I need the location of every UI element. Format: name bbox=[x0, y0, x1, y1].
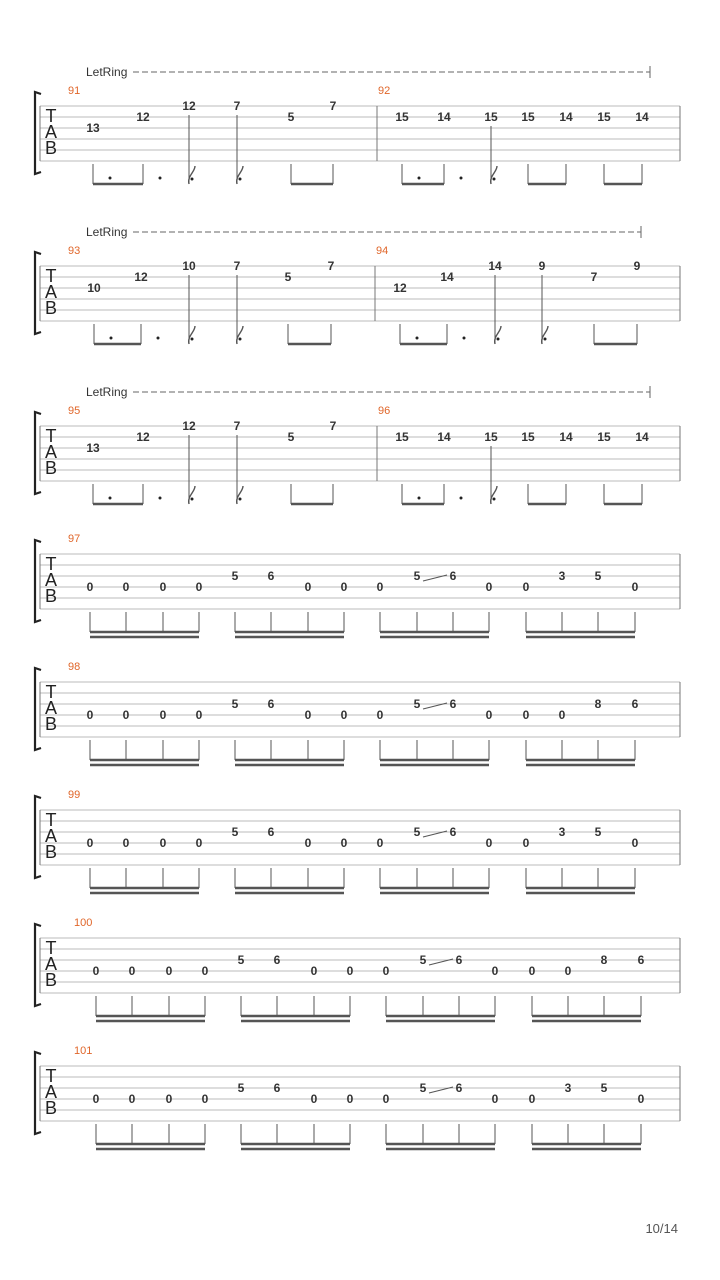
augmentation-dot bbox=[239, 338, 242, 341]
fret-number: 5 bbox=[594, 825, 602, 839]
fret-number: 5 bbox=[419, 953, 427, 967]
fret-number: 0 bbox=[346, 1092, 354, 1106]
fret-number: 0 bbox=[310, 964, 318, 978]
note-flag bbox=[491, 486, 497, 504]
fret-number: 10 bbox=[87, 281, 101, 295]
fret-number: 0 bbox=[165, 1092, 173, 1106]
fret-number: 0 bbox=[128, 964, 136, 978]
note-flag bbox=[495, 326, 501, 344]
fret-number: 6 bbox=[273, 1081, 281, 1095]
fret-number: 0 bbox=[485, 708, 493, 722]
fret-number: 6 bbox=[637, 953, 645, 967]
fret-number: 5 bbox=[287, 110, 295, 124]
fret-number: 12 bbox=[182, 419, 196, 433]
fret-number: 15 bbox=[395, 110, 409, 124]
fret-number: 3 bbox=[558, 825, 566, 839]
fret-number: 12 bbox=[182, 99, 196, 113]
fret-number: 0 bbox=[376, 708, 384, 722]
fret-number: 5 bbox=[284, 270, 292, 284]
measure-number: 94 bbox=[376, 245, 389, 257]
fret-number: 7 bbox=[590, 270, 598, 284]
fret-number: 0 bbox=[491, 1092, 499, 1106]
tab-system bbox=[35, 1045, 680, 1149]
fret-number: 5 bbox=[594, 569, 602, 583]
note-flag bbox=[189, 486, 195, 504]
augmentation-dot bbox=[497, 338, 500, 341]
fret-number: 6 bbox=[455, 953, 463, 967]
fret-number: 15 bbox=[521, 430, 535, 444]
fret-number: 5 bbox=[413, 569, 421, 583]
tab-clef-letter: T bbox=[45, 810, 57, 830]
fret-number: 0 bbox=[195, 836, 203, 850]
measure-number: 100 bbox=[74, 917, 93, 929]
tab-clef-letter: B bbox=[44, 586, 58, 606]
tab-system bbox=[35, 661, 680, 765]
augmentation-dot bbox=[159, 497, 162, 500]
tab-clef-letter: B bbox=[44, 714, 58, 734]
fret-number: 0 bbox=[558, 708, 566, 722]
augmentation-dot bbox=[418, 177, 421, 180]
augmentation-dot bbox=[544, 338, 547, 341]
fret-number: 5 bbox=[231, 697, 239, 711]
fret-number: 15 bbox=[597, 110, 611, 124]
fret-number: 5 bbox=[287, 430, 295, 444]
fret-number: 6 bbox=[449, 825, 457, 839]
augmentation-dot bbox=[239, 178, 242, 181]
fret-number: 0 bbox=[382, 964, 390, 978]
tab-clef-letter: A bbox=[44, 122, 58, 142]
fret-number: 0 bbox=[631, 580, 639, 594]
tab-clef-letter: A bbox=[44, 282, 58, 302]
tab-clef-letter: B bbox=[44, 842, 58, 862]
fret-number: 5 bbox=[600, 1081, 608, 1095]
measure-number: 96 bbox=[378, 405, 391, 417]
tab-system bbox=[35, 917, 680, 1021]
augmentation-dot bbox=[418, 497, 421, 500]
measure-number: 92 bbox=[378, 85, 391, 97]
fret-number: 0 bbox=[201, 964, 209, 978]
fret-number: 6 bbox=[449, 569, 457, 583]
fret-number: 14 bbox=[440, 270, 454, 284]
page-number: 10/14 bbox=[645, 1221, 678, 1236]
fret-number: 0 bbox=[159, 836, 167, 850]
let-ring-label: LetRing bbox=[86, 385, 128, 399]
fret-number: 14 bbox=[437, 110, 451, 124]
fret-number: 0 bbox=[159, 708, 167, 722]
augmentation-dot bbox=[191, 498, 194, 501]
tab-clef-letter: B bbox=[44, 970, 58, 990]
measure-number: 93 bbox=[68, 245, 81, 257]
fret-number: 0 bbox=[340, 580, 348, 594]
fret-number: 12 bbox=[134, 270, 148, 284]
fret-number: 5 bbox=[231, 569, 239, 583]
augmentation-dot bbox=[493, 498, 496, 501]
fret-number: 14 bbox=[559, 110, 573, 124]
fret-number: 0 bbox=[86, 580, 94, 594]
fret-number: 8 bbox=[600, 953, 608, 967]
fret-number: 0 bbox=[201, 1092, 209, 1106]
fret-number: 14 bbox=[488, 259, 502, 273]
tab-system bbox=[35, 65, 680, 184]
fret-number: 0 bbox=[491, 964, 499, 978]
fret-number: 5 bbox=[237, 1081, 245, 1095]
note-flag bbox=[189, 326, 195, 344]
tab-clef-letter: B bbox=[44, 298, 58, 318]
fret-number: 3 bbox=[558, 569, 566, 583]
measure-number: 95 bbox=[68, 405, 81, 417]
fret-number: 0 bbox=[637, 1092, 645, 1106]
fret-number: 9 bbox=[633, 259, 641, 273]
fret-number: 6 bbox=[267, 825, 275, 839]
fret-number: 9 bbox=[538, 259, 546, 273]
fret-number: 14 bbox=[437, 430, 451, 444]
measure-number: 99 bbox=[68, 789, 81, 801]
tab-system bbox=[35, 789, 680, 893]
let-ring-label: LetRing bbox=[86, 225, 128, 239]
note-flag bbox=[189, 166, 195, 184]
fret-number: 5 bbox=[419, 1081, 427, 1095]
fret-number: 0 bbox=[92, 964, 100, 978]
fret-number: 14 bbox=[635, 430, 649, 444]
measure-number: 97 bbox=[68, 533, 81, 545]
fret-number: 0 bbox=[122, 836, 130, 850]
fret-number: 0 bbox=[304, 708, 312, 722]
tab-clef-letter: T bbox=[45, 106, 57, 126]
tab-clef-letter: A bbox=[44, 442, 58, 462]
fret-number: 5 bbox=[237, 953, 245, 967]
fret-number: 0 bbox=[159, 580, 167, 594]
augmentation-dot bbox=[157, 337, 160, 340]
fret-number: 0 bbox=[485, 836, 493, 850]
fret-number: 3 bbox=[564, 1081, 572, 1095]
fret-number: 7 bbox=[233, 259, 241, 273]
note-flag bbox=[542, 326, 548, 344]
fret-number: 0 bbox=[310, 1092, 318, 1106]
fret-number: 6 bbox=[631, 697, 639, 711]
fret-number: 0 bbox=[522, 708, 530, 722]
fret-number: 0 bbox=[165, 964, 173, 978]
augmentation-dot bbox=[109, 177, 112, 180]
fret-number: 0 bbox=[92, 1092, 100, 1106]
tab-system bbox=[35, 385, 680, 504]
tab-clef-letter: T bbox=[45, 938, 57, 958]
fret-number: 10 bbox=[182, 259, 196, 273]
fret-number: 6 bbox=[455, 1081, 463, 1095]
tab-clef-letter: A bbox=[44, 826, 58, 846]
note-flag bbox=[237, 166, 243, 184]
fret-number: 6 bbox=[267, 569, 275, 583]
tab-clef-letter: T bbox=[45, 554, 57, 574]
fret-number: 0 bbox=[340, 708, 348, 722]
measure-number: 91 bbox=[68, 85, 81, 97]
fret-number: 6 bbox=[267, 697, 275, 711]
augmentation-dot bbox=[493, 178, 496, 181]
fret-number: 12 bbox=[136, 110, 150, 124]
fret-number: 15 bbox=[484, 110, 498, 124]
fret-number: 0 bbox=[122, 580, 130, 594]
fret-number: 0 bbox=[522, 580, 530, 594]
fret-number: 12 bbox=[393, 281, 407, 295]
fret-number: 0 bbox=[382, 1092, 390, 1106]
let-ring-label: LetRing bbox=[86, 65, 128, 79]
note-flag bbox=[237, 486, 243, 504]
fret-number: 0 bbox=[376, 836, 384, 850]
fret-number: 0 bbox=[304, 580, 312, 594]
augmentation-dot bbox=[239, 498, 242, 501]
augmentation-dot bbox=[159, 177, 162, 180]
fret-number: 0 bbox=[304, 836, 312, 850]
augmentation-dot bbox=[460, 497, 463, 500]
fret-number: 5 bbox=[231, 825, 239, 839]
fret-number: 0 bbox=[195, 580, 203, 594]
fret-number: 15 bbox=[484, 430, 498, 444]
tab-clef-letter: B bbox=[44, 1098, 58, 1118]
tab-clef-letter: A bbox=[44, 570, 58, 590]
fret-number: 7 bbox=[233, 99, 241, 113]
tab-clef-letter: B bbox=[44, 458, 58, 478]
fret-number: 0 bbox=[485, 580, 493, 594]
tab-clef-letter: A bbox=[44, 698, 58, 718]
fret-number: 5 bbox=[413, 697, 421, 711]
fret-number: 7 bbox=[329, 99, 337, 113]
fret-number: 8 bbox=[594, 697, 602, 711]
fret-number: 6 bbox=[449, 697, 457, 711]
fret-number: 0 bbox=[564, 964, 572, 978]
augmentation-dot bbox=[191, 338, 194, 341]
fret-number: 5 bbox=[413, 825, 421, 839]
fret-number: 15 bbox=[521, 110, 535, 124]
tab-clef-letter: A bbox=[44, 954, 58, 974]
fret-number: 0 bbox=[86, 708, 94, 722]
tab-clef-letter: B bbox=[44, 138, 58, 158]
fret-number: 0 bbox=[528, 964, 536, 978]
fret-number: 6 bbox=[273, 953, 281, 967]
fret-number: 13 bbox=[86, 121, 100, 135]
fret-number: 0 bbox=[522, 836, 530, 850]
measure-number: 98 bbox=[68, 661, 81, 673]
tab-system bbox=[35, 225, 680, 344]
fret-number: 0 bbox=[528, 1092, 536, 1106]
tab-system bbox=[35, 533, 680, 637]
fret-number: 13 bbox=[86, 441, 100, 455]
tab-clef-letter: A bbox=[44, 1082, 58, 1102]
note-flag bbox=[491, 166, 497, 184]
tab-clef-letter: T bbox=[45, 266, 57, 286]
note-flag bbox=[237, 326, 243, 344]
tab-clef-letter: T bbox=[45, 426, 57, 446]
fret-number: 7 bbox=[329, 419, 337, 433]
augmentation-dot bbox=[109, 497, 112, 500]
fret-number: 7 bbox=[327, 259, 335, 273]
fret-number: 0 bbox=[195, 708, 203, 722]
fret-number: 7 bbox=[233, 419, 241, 433]
fret-number: 14 bbox=[559, 430, 573, 444]
fret-number: 0 bbox=[122, 708, 130, 722]
fret-number: 15 bbox=[597, 430, 611, 444]
fret-number: 12 bbox=[136, 430, 150, 444]
augmentation-dot bbox=[460, 177, 463, 180]
fret-number: 0 bbox=[631, 836, 639, 850]
augmentation-dot bbox=[191, 178, 194, 181]
fret-number: 0 bbox=[86, 836, 94, 850]
augmentation-dot bbox=[463, 337, 466, 340]
fret-number: 0 bbox=[346, 964, 354, 978]
tab-clef-letter: T bbox=[45, 1066, 57, 1086]
fret-number: 0 bbox=[128, 1092, 136, 1106]
augmentation-dot bbox=[416, 337, 419, 340]
fret-number: 0 bbox=[340, 836, 348, 850]
measure-number: 101 bbox=[74, 1045, 93, 1057]
fret-number: 0 bbox=[376, 580, 384, 594]
augmentation-dot bbox=[110, 337, 113, 340]
fret-number: 14 bbox=[635, 110, 649, 124]
fret-number: 15 bbox=[395, 430, 409, 444]
tab-clef-letter: T bbox=[45, 682, 57, 702]
